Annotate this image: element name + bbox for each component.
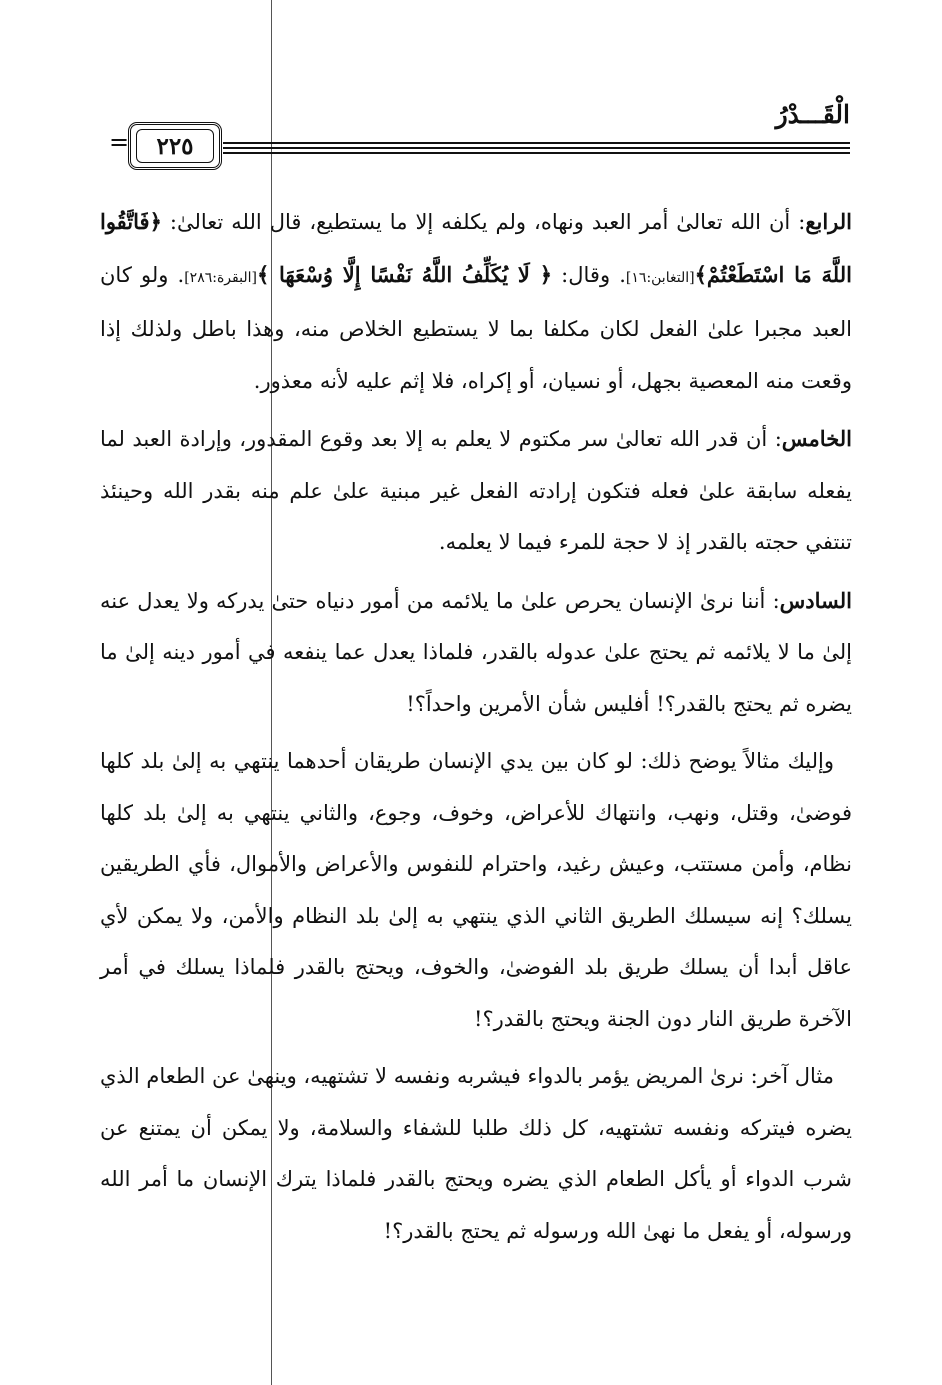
- header-rule: [223, 147, 850, 149]
- paragraph-text: مثال آخر: نرىٰ المريض يؤمر بالدواء فيشربه ونفسه لا تشتهيه، وينهىٰ عن الطعام الذي يضره فيتركه ونفسه تشتهيه، كل ذلك طلبا للشفاء والسلامة، ولا يمكن أن يمتنع عن شرب الدواء أو يأكل الطعام الذي يضره ويحتج بالقدر فلماذا يترك الإنسان ما أمر الله ورسوله، أو يفعل ما نهىٰ الله ورسوله ثم يحتج بالقدر؟!: [100, 1064, 852, 1243]
- paragraph-sixth: [100, 575, 852, 731]
- running-title: الْقَـــدْرُ: [775, 100, 850, 129]
- page-number-frame: [128, 122, 222, 170]
- paragraph-fourth: [100, 196, 852, 407]
- paragraph-another-example: [100, 1051, 852, 1257]
- quran-verse: ﴿فَاتَّقُوا اللَّهَ مَا اسْتَطَعْتُمْ﴾: [100, 209, 852, 287]
- paragraph-text: : أننا نرىٰ الإنسان يحرص علىٰ ما يلائمه من أمور دنياه حتىٰ يدركه ولا يعدل عنه إلىٰ ما لا يلائمه ثم يحتج علىٰ عدوله بالقدر، فلماذا يعدل عما ينفعه في أمور دينه إلىٰ ما يضره ثم يحتج بالقدر؟! أفليس شأن الأمرين واحداً؟!: [100, 588, 852, 716]
- paragraph-lead: الرابع: [805, 209, 852, 234]
- paragraph-text: : أن قدر الله تعالىٰ سر مكتوم لا يعلم به إلا بعد وقوع المقدور، وإرادة العبد لما يفعله سابقة علىٰ فعله فتكون إرادته الفعل غير مبنية علىٰ علم منه بقدر الله وحينئذ تنتفي حجته بالقدر إذ لا حجة للمرء فيما لا يعلمه.: [100, 427, 852, 554]
- quran-verse: ﴿ لَا يُكَلِّفُ اللَّهُ نَفْسًا إِلَّا وُسْعَهَا ﴾: [256, 261, 553, 287]
- paragraph-example: [100, 736, 852, 1045]
- header-ornament: =: [109, 128, 130, 156]
- paragraph-text: . وقال:: [552, 262, 626, 287]
- paragraph-text: وإليك مثالاً يوضح ذلك: لو كان بين يدي الإنسان طريقان أحدهما ينتهي به إلىٰ بلد كلها فوضىٰ، وقتل، ونهب، وانتهاك للأعراض، وخوف، وجوع، والثاني ينتهي به إلىٰ بلد كلها نظام، وأمن مستتب، وعيش رغيد، واحترام للنفوس والأعراض والأموال، فأي الطريقين يسلك؟ إنه سيسلك الطريق الثاني الذي ينتهي به إلىٰ بلد النظام والأمن، ولا يمكن لأي عاقل أبدا أن يسلك طريق بلد الفوضىٰ، والخوف، ويحتج بالقدر فلماذا يسلك في أمر الآخرة طريق النار دون الجنة ويحتج بالقدر؟!: [100, 749, 852, 1031]
- verse-reference: [البقرة:٢٨٦]: [184, 269, 257, 286]
- paragraph-fifth: [100, 413, 852, 569]
- page-number: ٢٢٥: [136, 129, 214, 163]
- paragraph-lead: السادس: [779, 587, 852, 613]
- header-rule: [223, 142, 850, 144]
- verse-reference: [التغابن:١٦]: [625, 269, 695, 286]
- paragraph-lead: الخامس: [781, 426, 852, 451]
- paragraph-text: . ولو كان العبد مجبرا علىٰ الفعل لكان مكلفا بما لا يستطيع الخلاص منه، وهذا باطل ولذلك إذا وقعت منه المعصية بجهل، أو نسيان، أو إكراه، فلا إثم عليه لأنه معذور.: [100, 262, 852, 393]
- body-text: [100, 196, 852, 1257]
- paragraph-text: : أن الله تعالىٰ أمر العبد ونهاه، ولم يكلفه إلا ما يستطيع، قال الله تعالىٰ:: [161, 210, 806, 234]
- header-rule: [223, 152, 850, 154]
